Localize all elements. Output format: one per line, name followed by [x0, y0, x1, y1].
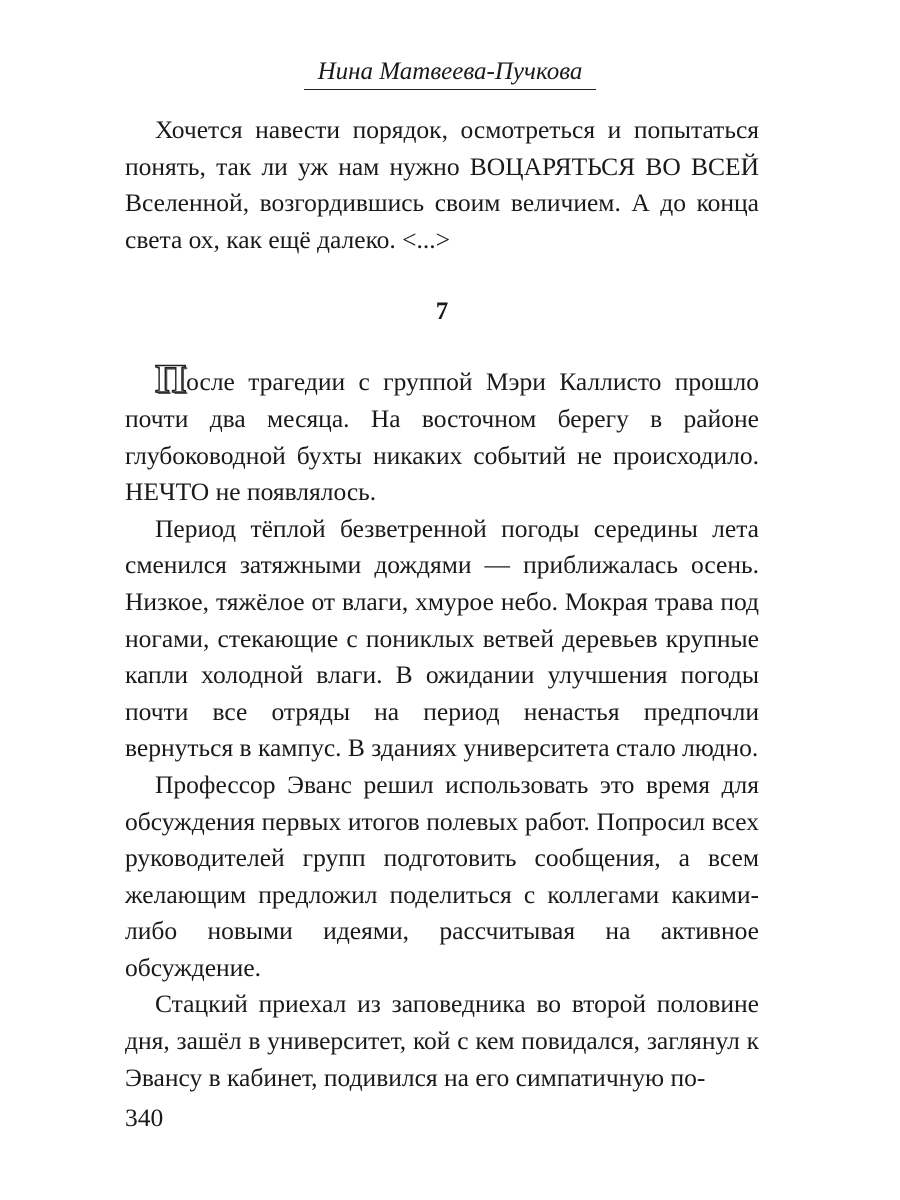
first-paragraph-text: осле трагедии с группой Мэри Каллисто прошло почти два месяца. На восточном берегу в районе глубоководной бухты никаких событий не происходило. НЕЧТО не появлялось.: [125, 367, 759, 507]
intro-paragraph: Хочется навести порядок, осмотреться и попытаться понять, так ли уж нам нужно ВОЦАРЯТЬСЯ ВО ВСЕЙ Вселенной, возгордившись своим величием. А до конца света ох, как ещё далеко. <...>: [125, 115, 759, 254]
paragraph-weather: Период тёплой безветренной погоды середины лета сменился затяжными дождями — приближалась осень. Низкое, тяжёлое от влаги, хмурое небо. Мокрая трава под ногами, стекающие с пониклых ветвей деревьев крупные капли холодной влаги. В ожидании улучшения погоды почти все отряды на период ненастья предпочли вернуться в кампус. В зданиях университета стало людно.: [125, 513, 759, 763]
chapter-number: 7: [435, 298, 449, 326]
drop-cap: П: [155, 356, 187, 402]
running-header: [0, 56, 900, 90]
author-name: Нина Матвеева-Пучкова: [304, 56, 597, 90]
paragraph-statsky: Стацкий приехал из заповедника во второй половине дня, зашёл в университет, кой с кем повидался, заглянул к Эвансу в кабинет, подивился на его симпатичную по-: [125, 989, 759, 1092]
page-body: [125, 112, 759, 1096]
paragraph-evans: Профессор Эванс решил использовать это время для обсуждения первых итогов полевых работ. Попросил всех руководителей групп подготовить сообщения, а всем желающим предложил поделиться с коллегами какими-либо новыми идеями, рассчитывая на активное обсуждение.: [125, 769, 759, 982]
page-number: 340: [125, 1103, 164, 1132]
first-paragraph: [125, 356, 759, 510]
